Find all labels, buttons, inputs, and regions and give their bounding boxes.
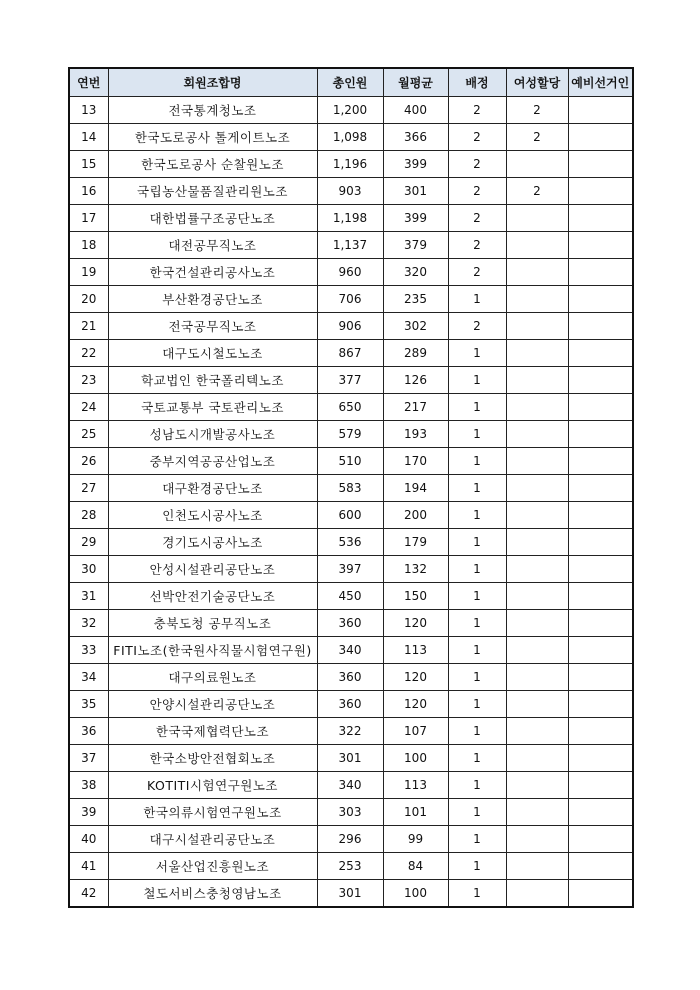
cell-allocation: 1: [448, 448, 506, 475]
cell-alternate-delegate: [568, 313, 633, 340]
table-row: [69, 97, 633, 124]
cell-monthly-avg: 200: [383, 502, 448, 529]
cell-allocation: 1: [448, 475, 506, 502]
cell-seq: 32: [69, 610, 108, 637]
cell-female-quota: [506, 394, 568, 421]
cell-alternate-delegate: [568, 124, 633, 151]
table-row: [69, 556, 633, 583]
cell-female-quota: [506, 772, 568, 799]
cell-allocation: 1: [448, 718, 506, 745]
cell-seq: 34: [69, 664, 108, 691]
cell-monthly-avg: 379: [383, 232, 448, 259]
table-row: [69, 772, 633, 799]
cell-total-members: 510: [317, 448, 383, 475]
cell-total-members: 340: [317, 772, 383, 799]
cell-alternate-delegate: [568, 610, 633, 637]
cell-alternate-delegate: [568, 205, 633, 232]
cell-seq: 17: [69, 205, 108, 232]
table-row: [69, 259, 633, 286]
cell-female-quota: [506, 691, 568, 718]
table-row: [69, 151, 633, 178]
cell-allocation: 1: [448, 529, 506, 556]
cell-seq: 41: [69, 853, 108, 880]
cell-union-name: 대전공무직노조: [108, 232, 317, 259]
cell-union-name: 한국도로공사 톨게이트노조: [108, 124, 317, 151]
cell-female-quota: [506, 664, 568, 691]
table-row: [69, 826, 633, 853]
cell-monthly-avg: 400: [383, 97, 448, 124]
header-union-name: 회원조합명: [108, 68, 317, 97]
cell-monthly-avg: 179: [383, 529, 448, 556]
header-seq: 연번: [69, 68, 108, 97]
cell-union-name: 대구시설관리공단노조: [108, 826, 317, 853]
cell-seq: 21: [69, 313, 108, 340]
cell-seq: 33: [69, 637, 108, 664]
cell-allocation: 2: [448, 232, 506, 259]
cell-alternate-delegate: [568, 259, 633, 286]
cell-alternate-delegate: [568, 367, 633, 394]
cell-monthly-avg: 99: [383, 826, 448, 853]
cell-union-name: 성남도시개발공사노조: [108, 421, 317, 448]
cell-monthly-avg: 113: [383, 772, 448, 799]
cell-total-members: 1,200: [317, 97, 383, 124]
cell-female-quota: 2: [506, 97, 568, 124]
cell-alternate-delegate: [568, 529, 633, 556]
cell-allocation: 1: [448, 880, 506, 908]
cell-female-quota: [506, 529, 568, 556]
header-total-members: 총인원: [317, 68, 383, 97]
cell-female-quota: 2: [506, 124, 568, 151]
cell-monthly-avg: 100: [383, 745, 448, 772]
cell-monthly-avg: 193: [383, 421, 448, 448]
cell-total-members: 301: [317, 745, 383, 772]
table-row: [69, 394, 633, 421]
table-row: [69, 529, 633, 556]
header-alternate-delegate: 예비선거인: [568, 68, 633, 97]
cell-female-quota: [506, 502, 568, 529]
cell-alternate-delegate: [568, 745, 633, 772]
cell-female-quota: [506, 313, 568, 340]
cell-alternate-delegate: [568, 475, 633, 502]
cell-alternate-delegate: [568, 286, 633, 313]
cell-seq: 28: [69, 502, 108, 529]
cell-allocation: 1: [448, 637, 506, 664]
table-row: [69, 124, 633, 151]
cell-union-name: 한국건설관리공사노조: [108, 259, 317, 286]
cell-union-name: 안양시설관리공단노조: [108, 691, 317, 718]
cell-seq: 39: [69, 799, 108, 826]
cell-total-members: 377: [317, 367, 383, 394]
cell-seq: 13: [69, 97, 108, 124]
cell-total-members: 450: [317, 583, 383, 610]
cell-seq: 14: [69, 124, 108, 151]
cell-female-quota: [506, 475, 568, 502]
cell-union-name: 충북도청 공무직노조: [108, 610, 317, 637]
table-row: [69, 718, 633, 745]
cell-alternate-delegate: [568, 97, 633, 124]
cell-seq: 16: [69, 178, 108, 205]
cell-allocation: 1: [448, 286, 506, 313]
cell-alternate-delegate: [568, 502, 633, 529]
cell-total-members: 340: [317, 637, 383, 664]
header-allocation: 배정: [448, 68, 506, 97]
cell-total-members: 1,196: [317, 151, 383, 178]
table-row: [69, 313, 633, 340]
cell-union-name: 대구도시철도노조: [108, 340, 317, 367]
table-row: [69, 691, 633, 718]
cell-monthly-avg: 289: [383, 340, 448, 367]
cell-seq: 25: [69, 421, 108, 448]
table-row: [69, 502, 633, 529]
cell-alternate-delegate: [568, 232, 633, 259]
cell-total-members: 579: [317, 421, 383, 448]
cell-total-members: 303: [317, 799, 383, 826]
cell-seq: 18: [69, 232, 108, 259]
cell-female-quota: [506, 286, 568, 313]
cell-alternate-delegate: [568, 664, 633, 691]
cell-allocation: 1: [448, 853, 506, 880]
cell-union-name: FITI노조(한국원사직물시험연구원): [108, 637, 317, 664]
table-row: [69, 448, 633, 475]
cell-total-members: 536: [317, 529, 383, 556]
cell-female-quota: [506, 799, 568, 826]
cell-monthly-avg: 113: [383, 637, 448, 664]
cell-allocation: 1: [448, 745, 506, 772]
cell-union-name: 한국도로공사 순찰원노조: [108, 151, 317, 178]
table-row: [69, 799, 633, 826]
cell-union-name: 한국소방안전협회노조: [108, 745, 317, 772]
cell-seq: 27: [69, 475, 108, 502]
cell-allocation: 1: [448, 556, 506, 583]
cell-total-members: 906: [317, 313, 383, 340]
table-row: [69, 664, 633, 691]
cell-union-name: 전국통계청노조: [108, 97, 317, 124]
cell-seq: 20: [69, 286, 108, 313]
cell-female-quota: [506, 718, 568, 745]
cell-female-quota: [506, 583, 568, 610]
cell-union-name: 중부지역공공산업노조: [108, 448, 317, 475]
cell-female-quota: [506, 853, 568, 880]
cell-monthly-avg: 126: [383, 367, 448, 394]
cell-total-members: 903: [317, 178, 383, 205]
cell-alternate-delegate: [568, 637, 633, 664]
cell-monthly-avg: 366: [383, 124, 448, 151]
cell-allocation: 2: [448, 97, 506, 124]
table-row: [69, 340, 633, 367]
table-row: [69, 421, 633, 448]
cell-alternate-delegate: [568, 718, 633, 745]
cell-allocation: 1: [448, 583, 506, 610]
cell-monthly-avg: 84: [383, 853, 448, 880]
cell-union-name: 철도서비스충청영남노조: [108, 880, 317, 908]
cell-union-name: 대구의료원노조: [108, 664, 317, 691]
cell-total-members: 600: [317, 502, 383, 529]
cell-union-name: 전국공무직노조: [108, 313, 317, 340]
cell-union-name: 안성시설관리공단노조: [108, 556, 317, 583]
cell-allocation: 1: [448, 502, 506, 529]
cell-seq: 24: [69, 394, 108, 421]
cell-seq: 31: [69, 583, 108, 610]
table-row: [69, 232, 633, 259]
cell-female-quota: [506, 556, 568, 583]
cell-monthly-avg: 100: [383, 880, 448, 908]
cell-allocation: 1: [448, 610, 506, 637]
cell-female-quota: [506, 205, 568, 232]
cell-alternate-delegate: [568, 880, 633, 908]
table-row: [69, 286, 633, 313]
cell-union-name: 학교법인 한국폴리텍노조: [108, 367, 317, 394]
cell-union-name: 대구환경공단노조: [108, 475, 317, 502]
cell-allocation: 1: [448, 421, 506, 448]
cell-total-members: 960: [317, 259, 383, 286]
table-header-row: [69, 68, 633, 97]
cell-allocation: 1: [448, 367, 506, 394]
cell-alternate-delegate: [568, 421, 633, 448]
cell-union-name: 서울산업진흥원노조: [108, 853, 317, 880]
cell-female-quota: [506, 421, 568, 448]
table-body: [69, 97, 633, 908]
cell-alternate-delegate: [568, 556, 633, 583]
cell-alternate-delegate: [568, 853, 633, 880]
cell-union-name: KOTITI시험연구원노조: [108, 772, 317, 799]
header-monthly-avg: 월평균: [383, 68, 448, 97]
cell-female-quota: [506, 259, 568, 286]
cell-monthly-avg: 301: [383, 178, 448, 205]
cell-allocation: 1: [448, 394, 506, 421]
cell-monthly-avg: 107: [383, 718, 448, 745]
cell-total-members: 706: [317, 286, 383, 313]
table-row: [69, 880, 633, 908]
cell-union-name: 인천도시공사노조: [108, 502, 317, 529]
cell-female-quota: [506, 826, 568, 853]
cell-female-quota: [506, 367, 568, 394]
cell-female-quota: [506, 610, 568, 637]
cell-total-members: 867: [317, 340, 383, 367]
cell-female-quota: [506, 880, 568, 908]
cell-seq: 42: [69, 880, 108, 908]
cell-total-members: 360: [317, 664, 383, 691]
cell-seq: 22: [69, 340, 108, 367]
cell-alternate-delegate: [568, 799, 633, 826]
cell-female-quota: [506, 448, 568, 475]
cell-total-members: 301: [317, 880, 383, 908]
cell-allocation: 2: [448, 178, 506, 205]
table-row: [69, 637, 633, 664]
cell-monthly-avg: 235: [383, 286, 448, 313]
cell-seq: 23: [69, 367, 108, 394]
cell-allocation: 1: [448, 691, 506, 718]
cell-allocation: 2: [448, 124, 506, 151]
cell-seq: 36: [69, 718, 108, 745]
cell-alternate-delegate: [568, 826, 633, 853]
cell-union-name: 한국국제협력단노조: [108, 718, 317, 745]
cell-alternate-delegate: [568, 151, 633, 178]
cell-seq: 15: [69, 151, 108, 178]
cell-total-members: 1,198: [317, 205, 383, 232]
cell-monthly-avg: 132: [383, 556, 448, 583]
cell-alternate-delegate: [568, 772, 633, 799]
table-row: [69, 475, 633, 502]
cell-seq: 40: [69, 826, 108, 853]
cell-total-members: 253: [317, 853, 383, 880]
cell-monthly-avg: 120: [383, 610, 448, 637]
cell-total-members: 360: [317, 691, 383, 718]
cell-total-members: 360: [317, 610, 383, 637]
cell-female-quota: [506, 637, 568, 664]
cell-union-name: 국토교통부 국토관리노조: [108, 394, 317, 421]
cell-monthly-avg: 150: [383, 583, 448, 610]
cell-union-name: 경기도시공사노조: [108, 529, 317, 556]
cell-union-name: 국립농산물품질관리원노조: [108, 178, 317, 205]
table-row: [69, 745, 633, 772]
union-delegate-table: [68, 67, 634, 908]
cell-union-name: 부산환경공단노조: [108, 286, 317, 313]
cell-alternate-delegate: [568, 394, 633, 421]
cell-total-members: 650: [317, 394, 383, 421]
cell-seq: 29: [69, 529, 108, 556]
cell-allocation: 1: [448, 799, 506, 826]
cell-allocation: 2: [448, 151, 506, 178]
cell-total-members: 1,098: [317, 124, 383, 151]
table-row: [69, 583, 633, 610]
cell-seq: 19: [69, 259, 108, 286]
cell-monthly-avg: 120: [383, 664, 448, 691]
cell-alternate-delegate: [568, 178, 633, 205]
cell-female-quota: [506, 232, 568, 259]
cell-total-members: 296: [317, 826, 383, 853]
cell-monthly-avg: 170: [383, 448, 448, 475]
cell-allocation: 1: [448, 664, 506, 691]
cell-seq: 30: [69, 556, 108, 583]
cell-monthly-avg: 194: [383, 475, 448, 502]
cell-total-members: 397: [317, 556, 383, 583]
table-row: [69, 853, 633, 880]
cell-monthly-avg: 217: [383, 394, 448, 421]
table-row: [69, 205, 633, 232]
cell-seq: 35: [69, 691, 108, 718]
cell-female-quota: [506, 340, 568, 367]
table-row: [69, 610, 633, 637]
cell-monthly-avg: 101: [383, 799, 448, 826]
table-row: [69, 367, 633, 394]
cell-alternate-delegate: [568, 340, 633, 367]
cell-seq: 38: [69, 772, 108, 799]
cell-allocation: 2: [448, 313, 506, 340]
cell-monthly-avg: 399: [383, 205, 448, 232]
cell-female-quota: 2: [506, 178, 568, 205]
cell-monthly-avg: 320: [383, 259, 448, 286]
cell-seq: 26: [69, 448, 108, 475]
cell-alternate-delegate: [568, 691, 633, 718]
cell-total-members: 583: [317, 475, 383, 502]
cell-alternate-delegate: [568, 583, 633, 610]
cell-union-name: 선박안전기술공단노조: [108, 583, 317, 610]
cell-allocation: 1: [448, 826, 506, 853]
cell-monthly-avg: 120: [383, 691, 448, 718]
cell-allocation: 1: [448, 340, 506, 367]
cell-total-members: 322: [317, 718, 383, 745]
cell-union-name: 한국의류시험연구원노조: [108, 799, 317, 826]
cell-monthly-avg: 302: [383, 313, 448, 340]
cell-allocation: 1: [448, 772, 506, 799]
cell-total-members: 1,137: [317, 232, 383, 259]
table-row: [69, 178, 633, 205]
cell-union-name: 대한법률구조공단노조: [108, 205, 317, 232]
cell-female-quota: [506, 151, 568, 178]
cell-monthly-avg: 399: [383, 151, 448, 178]
header-female-quota: 여성할당: [506, 68, 568, 97]
cell-allocation: 2: [448, 259, 506, 286]
cell-female-quota: [506, 745, 568, 772]
cell-seq: 37: [69, 745, 108, 772]
cell-allocation: 2: [448, 205, 506, 232]
cell-alternate-delegate: [568, 448, 633, 475]
